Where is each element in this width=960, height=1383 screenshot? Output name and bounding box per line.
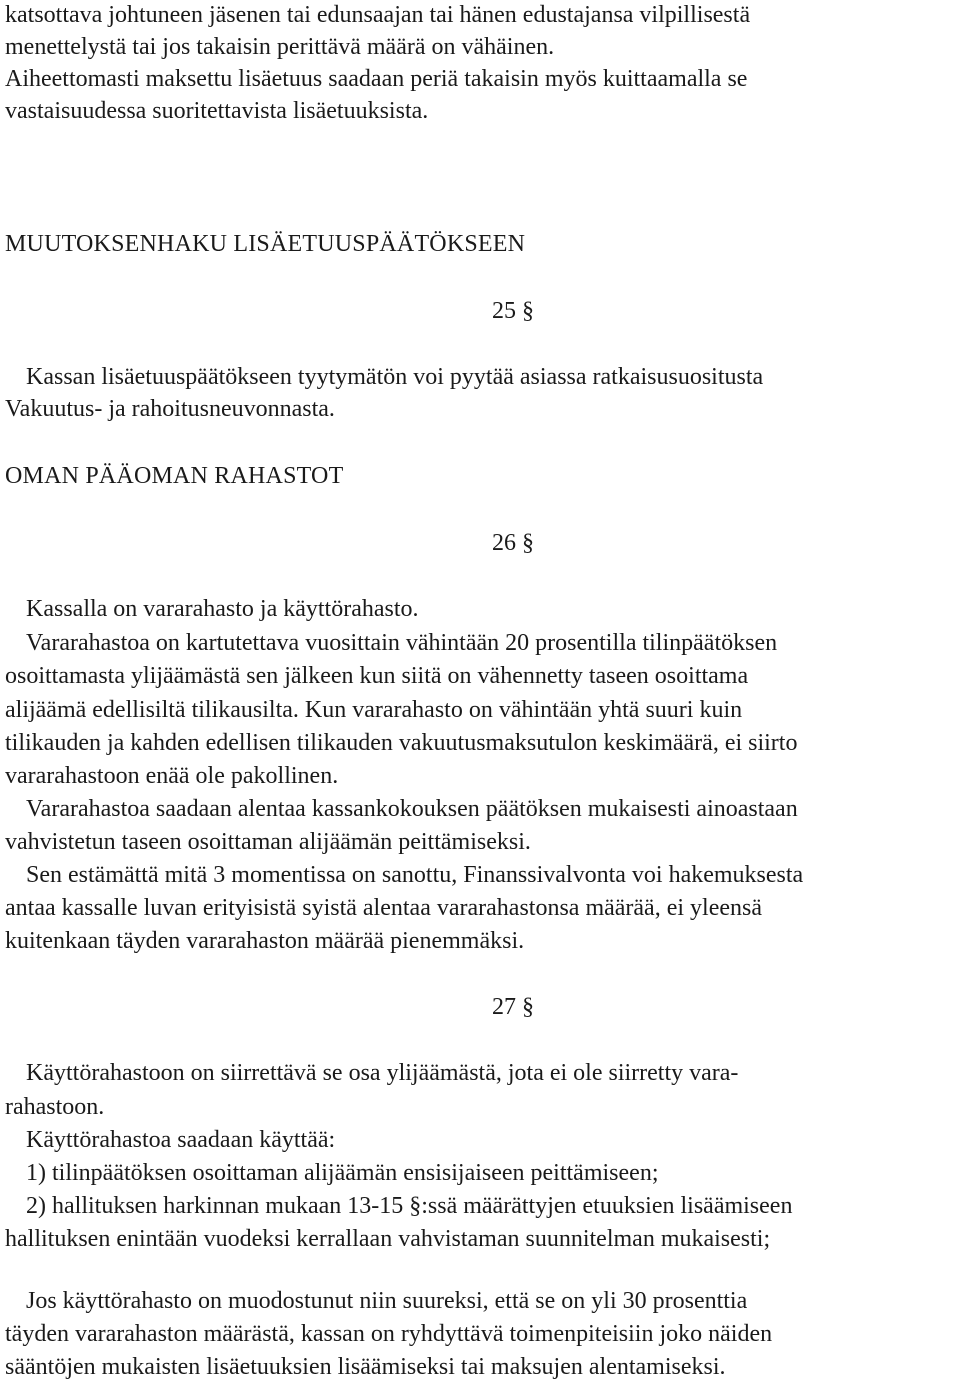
intro-line-4: vastaisuudessa suoritettavista lisäetuuksista.: [5, 98, 429, 124]
section-25-line-1: Kassan lisäetuuspäätökseen tyytymätön voi pyytää asiassa ratkaisusuositusta: [26, 364, 764, 390]
section-26-line-11: kuitenkaan täyden vararahaston määrää pienemmäksi.: [5, 928, 525, 954]
section-26-line-8: vahvistetun taseen osoittaman alijäämän peittämiseksi.: [5, 829, 531, 855]
section-26-line-6: vararahastoon enää ole pakollinen.: [5, 763, 339, 789]
section-26-line-10: antaa kassalle luvan erityisistä syistä alentaa vararahastonsa määrää, ei yleensä: [5, 895, 762, 921]
section-26-line-3: osoittamasta ylijäämästä sen jälkeen kun siitä on vähennetty taseen osoittama: [5, 663, 749, 689]
section-27-line-1: Käyttörahastoon on siirrettävä se osa ylijäämästä, jota ei ole siirretty vara-: [26, 1060, 739, 1086]
intro-line-1: katsottava johtuneen jäsenen tai edunsaajan tai hänen edustajansa vilpillisestä: [5, 2, 751, 28]
section-26-line-5: tilikauden ja kahden edellisen tilikauden vakuutusmaksutulon keskimäärä, ei siirto: [5, 730, 798, 756]
section-27-line-7: Jos käyttörahasto on muodostunut niin suureksi, että se on yli 30 prosenttia: [26, 1288, 748, 1314]
heading-oman-paaoman-rahastot: OMAN PÄÄOMAN RAHASTOT: [5, 463, 344, 489]
section-27-line-3: Käyttörahastoa saadaan käyttää:: [26, 1127, 336, 1153]
section-25-number: 25 §: [492, 298, 534, 324]
section-25-line-2: Vakuutus- ja rahoitusneuvonnasta.: [5, 396, 335, 422]
section-26-line-4: alijäämä edellisiltä tilikausilta. Kun vararahasto on vähintään yhtä suuri kuin: [5, 697, 743, 723]
section-27-line-9: sääntöjen mukaisten lisäetuuksien lisäämiseksi tai maksujen alentamiseksi.: [5, 1354, 726, 1380]
section-27-line-4: 1) tilinpäätöksen osoittaman alijäämän ensisijaiseen peittämiseen;: [26, 1160, 659, 1186]
section-27-line-2: rahastoon.: [5, 1094, 105, 1120]
section-27-line-6: hallituksen enintään vuodeksi kerrallaan vahvistaman suunnitelman mukaisesti;: [5, 1226, 771, 1252]
heading-muutoksenhaku: MUUTOKSENHAKU LISÄETUUSPÄÄTÖKSEEN: [5, 231, 526, 257]
section-26-number: 26 §: [492, 530, 534, 556]
section-26-line-7: Vararahastoa saadaan alentaa kassankokouksen päätöksen mukaisesti ainoastaan: [26, 796, 798, 822]
section-26-line-9: Sen estämättä mitä 3 momentissa on sanottu, Finanssivalvonta voi hakemuksesta: [26, 862, 804, 888]
intro-line-3: Aiheettomasti maksettu lisäetuus saadaan periä takaisin myös kuittaamalla se: [5, 66, 748, 92]
section-26-line-1: Kassalla on vararahasto ja käyttörahasto.: [26, 596, 419, 622]
intro-line-2: menettelystä tai jos takaisin perittävä määrä on vähäinen.: [5, 34, 555, 60]
section-27-line-5: 2) hallituksen harkinnan mukaan 13-15 §:ssä määrättyjen etuuksien lisäämiseen: [26, 1193, 793, 1219]
section-27-line-8: täyden vararahaston määrästä, kassan on ryhdyttävä toimenpiteisiin joko näiden: [5, 1321, 773, 1347]
section-26-line-2: Vararahastoa on kartutettava vuosittain vähintään 20 prosentilla tilinpäätöksen: [26, 630, 778, 656]
section-27-number: 27 §: [492, 994, 534, 1020]
